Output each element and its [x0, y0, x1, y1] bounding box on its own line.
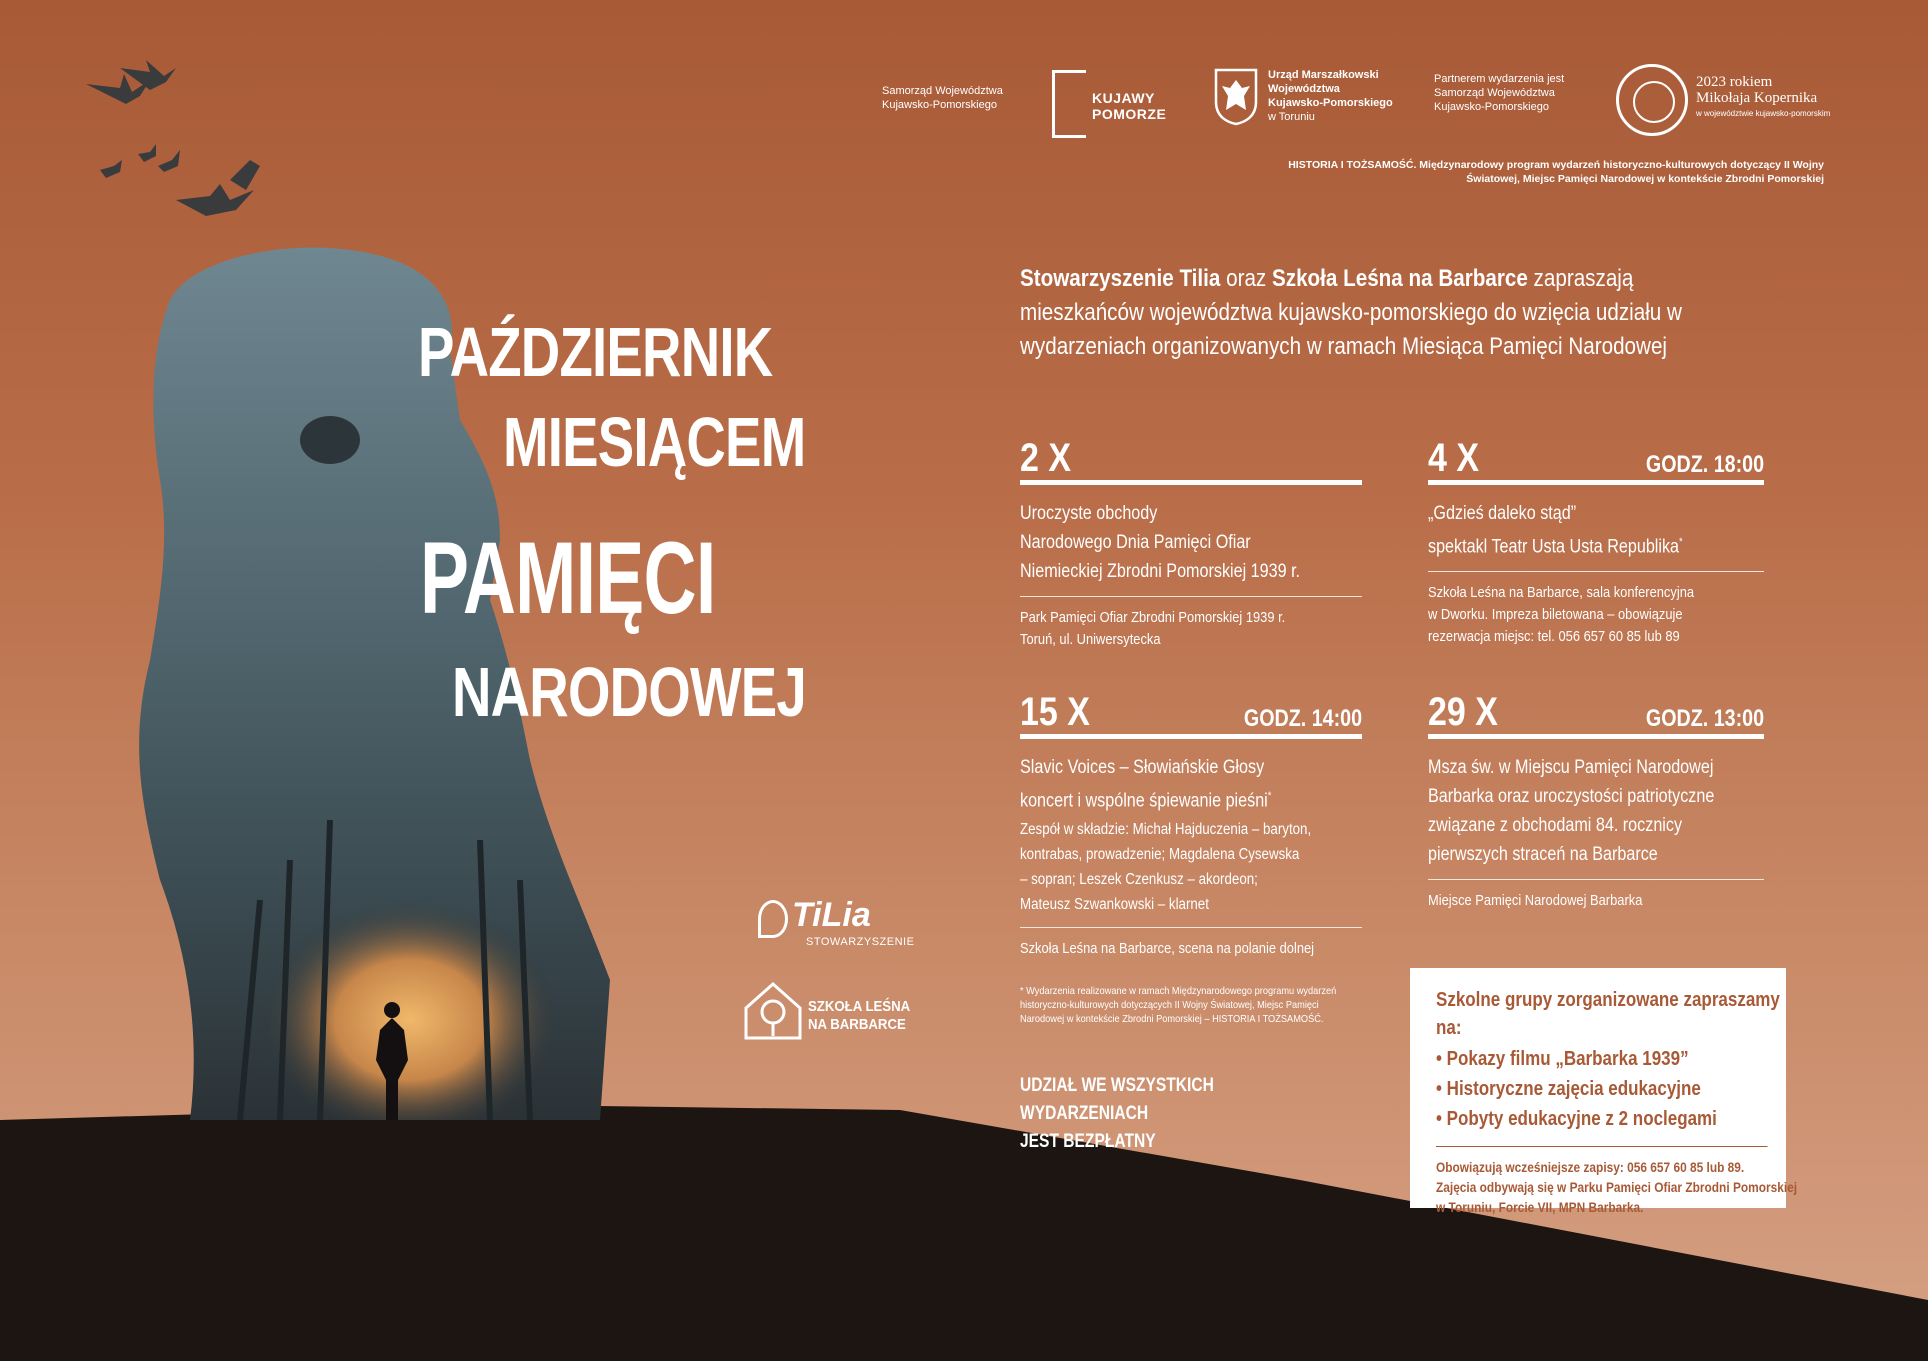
event-place-line: Miejsce Pamięci Narodowej Barbarka [1428, 892, 1643, 909]
partner-note [1434, 72, 1564, 114]
partner-line: Partnerem wydarzenia jest [1434, 73, 1565, 85]
intro-org2: Szkoła Leśna na Barbarce [1271, 265, 1528, 292]
partner-line: Samorząd Województwa [1434, 87, 1555, 99]
event-date: 4 X [1428, 436, 1480, 480]
event-desc-line: Uroczyste obchody [1020, 503, 1158, 524]
event-header [1020, 686, 1362, 739]
event-place [1428, 890, 1775, 912]
event-date: 2 X [1020, 436, 1072, 480]
history-program-note: HISTORIA I TOŻSAMOŚĆ. Międzynarodowy program wydarzeń historyczno-kulturowych dotyczący II Wojny Światowej, Miejsc Pamięci Narodowej w kontekście Zbrodni Pomorskiej [1288, 159, 1824, 185]
event-place-line: rezerwacja miejsc: tel. 056 657 60 85 lub 89 [1428, 628, 1680, 646]
list-item: • Pokazy filmu „Barbarka 1939” [1436, 1048, 1689, 1070]
tilia-name: TiLia [792, 896, 871, 934]
event-lineup [1020, 817, 1367, 917]
event-divider [1428, 571, 1764, 572]
event-lineup-line: kontrabas, prowadzenie; Magdalena Cysewska [1020, 846, 1300, 864]
free-entry-line: UDZIAŁ WE WSZYSTKICH WYDARZENIACH [1020, 1075, 1214, 1124]
event-place-line: w Dworku. Impreza biletowana – obowiązuje [1428, 606, 1683, 624]
kujawy-line: POMORZE [1092, 106, 1167, 122]
event-desc-line: Barbarka oraz uroczystości patriotyczne [1428, 786, 1715, 807]
lesna-line: NA BARBARCE [808, 1016, 906, 1033]
intro-org1: Stowarzyszenie Tilia [1020, 265, 1221, 292]
event-desc-line [1428, 528, 1777, 561]
kopernik-line: Mikołaja Kopernika [1696, 90, 1818, 106]
event-desc-line [1020, 782, 1369, 815]
event-desc-line: Slavic Voices – Słowiańskie Głosy [1020, 757, 1265, 778]
school-box-heading: Szkolne grupy zorganizowane zapraszamy na: [1436, 989, 1780, 1039]
partner-line: Kujawsko-Pomorskiego [1434, 101, 1549, 113]
list-item: • Historyczne zajęcia edukacyjne [1436, 1078, 1701, 1100]
school-note-line: w Toruniu, Forcie VII, MPN Barbarka. [1436, 1199, 1644, 1215]
school-note-line: Zajęcia odbywają się w Parku Pamięci Ofiar Zbrodni Pomorskiej [1436, 1179, 1798, 1195]
intro-and: oraz [1220, 265, 1272, 292]
event-date: 29 X [1428, 690, 1498, 734]
event-description [1020, 499, 1369, 586]
event-time: GODZ. 13:00 [1645, 705, 1764, 732]
event-lineup-line: Zespół w składzie: Michał Hajduczenia – baryton, [1020, 821, 1312, 839]
title-line-1: PAŹDZIERNIK [418, 313, 773, 391]
event-desc-line: pierwszych straceń na Barbarce [1428, 844, 1658, 865]
event-divider [1020, 927, 1362, 928]
house-tree-icon [742, 980, 804, 1042]
event-card [1020, 686, 1362, 960]
title-line-2: MIESIĄCEM [503, 403, 806, 481]
logo-szkola-lesna [742, 980, 922, 1044]
event-desc-text: spektakl Teatr Usta Usta Republika [1428, 536, 1680, 558]
event-desc-text: koncert i wspólne śpiewanie pieśni [1020, 790, 1268, 812]
event-divider [1428, 879, 1764, 880]
kopernik-medal-icon [1616, 64, 1688, 136]
logo-kopernik [1696, 74, 1830, 122]
logo-samorzad-line: Samorząd Województwa [882, 85, 1003, 97]
event-time: GODZ. 14:00 [1243, 705, 1362, 732]
logo-urzad-city: w Toruniu [1268, 111, 1315, 123]
free-entry-line: JEST BEZPŁATNY [1020, 1131, 1156, 1152]
event-description [1020, 753, 1369, 815]
event-desc-line: Niemieckiej Zbrodni Pomorskiej 1939 r. [1020, 561, 1301, 582]
event-header [1428, 432, 1764, 485]
event-desc-line: związane z obchodami 84. rocznicy [1428, 815, 1683, 836]
event-place-line: Park Pamięci Ofiar Zbrodni Pomorskiej 1939 r. [1020, 609, 1286, 626]
asterisk-mark: * [1679, 536, 1683, 548]
event-description [1428, 753, 1777, 869]
event-header [1020, 432, 1362, 485]
logo-samorzad-line: Kujawsko-Pomorskiego [882, 99, 997, 111]
logo-kujawy-pomorze [1052, 70, 1180, 138]
event-place-line: Szkoła Leśna na Barbarce, scena na polanie dolnej [1020, 940, 1315, 958]
kopernik-small: w województwie kujawsko-pomorskim [1696, 109, 1831, 118]
title-line-4: NARODOWEJ [452, 653, 806, 731]
title-line-3: PAMIĘCI [420, 521, 716, 635]
eagle-crest-icon [1212, 66, 1260, 126]
list-item: • Pobyty edukacyjne z 2 noclegami [1436, 1108, 1717, 1130]
asterisk-mark: * [1267, 790, 1272, 802]
event-date: 15 X [1020, 690, 1090, 734]
birds-illustration [80, 60, 280, 240]
school-box-divider [1436, 1146, 1768, 1147]
footnote: * Wydarzenia realizowane w ramach Międzynarodowego programu wydarzeń historyczno-kulturowych dotyczących II Wojny Światowej, Miejsc Pamięci Narodowej w kontekście Zbrodni Pomorskiej – HISTORIA I TOŻSAMOŚĆ. [1020, 985, 1337, 1025]
event-desc-line: „Gdzieś daleko stąd” [1428, 503, 1577, 524]
school-offer-list [1436, 1044, 1810, 1134]
event-divider [1020, 596, 1362, 597]
logo-urzad-line: Województwa [1268, 83, 1340, 95]
intro-text [1020, 262, 1682, 364]
event-time: GODZ. 18:00 [1645, 451, 1764, 478]
logo-urzad [1268, 68, 1393, 124]
event-description [1428, 499, 1777, 561]
event-lineup-line: Mateusz Szwankowski – klarnet [1020, 896, 1209, 914]
event-desc-line: Msza św. w Miejscu Pamięci Narodowej [1428, 757, 1714, 778]
event-place-line: Toruń, ul. Uniwersytecka [1020, 631, 1161, 648]
intro-rest: zapraszają mieszkańców województwa kujawsko-pomorskiego do wzięcia udziału w wydarzeniach organizowanych w ramach Miesiąca Pamięci Narodowej [1020, 265, 1682, 360]
lesna-line: SZKOŁA LEŚNA [808, 998, 911, 1015]
tilia-sub: STOWARZYSZENIE [806, 936, 915, 948]
event-card [1428, 686, 1764, 912]
event-card [1428, 432, 1764, 648]
logo-tilia [752, 896, 915, 966]
kujawy-bracket-icon [1052, 70, 1086, 138]
event-desc-line: Narodowego Dnia Pamięci Ofiar [1020, 532, 1251, 553]
event-header [1428, 686, 1764, 739]
school-groups-box [1410, 968, 1798, 1215]
event-place [1428, 582, 1775, 648]
logo-urzad-line: Kujawsko-Pomorskiego [1268, 97, 1393, 109]
free-entry-note [1020, 1072, 1332, 1156]
logo-samorzad [882, 84, 1003, 112]
event-place [1020, 607, 1367, 651]
event-lineup-line: – sopran; Leszek Czenkusz – akordeon; [1020, 871, 1258, 889]
school-box-note [1436, 1157, 1810, 1217]
logo-urzad-line: Urząd Marszałkowski [1268, 69, 1379, 81]
kopernik-line: 2023 rokiem [1696, 74, 1773, 90]
event-place [1020, 938, 1367, 960]
event-card [1020, 432, 1362, 651]
school-note-line: Obowiązują wcześniejsze zapisy: 056 657 60 85 lub 89. [1436, 1159, 1745, 1175]
tilia-leaf-icon [758, 900, 788, 938]
event-place-line: Szkoła Leśna na Barbarce, sala konferencyjna [1428, 584, 1695, 602]
kujawy-line: KUJAWY [1092, 90, 1155, 106]
